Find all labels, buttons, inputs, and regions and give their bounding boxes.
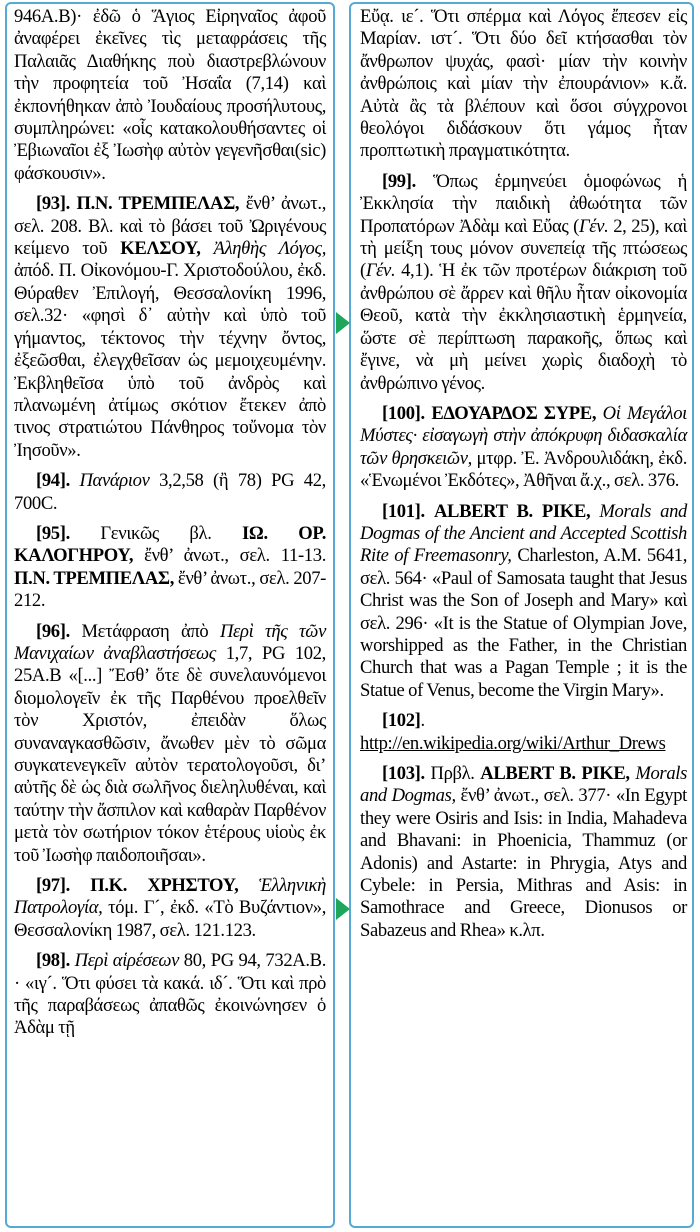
author-name: Π.Ν. ΤΡΕΜΠΕΛΑΣ,: [14, 567, 174, 589]
author-name: ALBERT B. PIKE,: [480, 763, 630, 784]
author-name: ALBERT B. PIKE,: [433, 500, 591, 522]
work-title: Πανάριον: [79, 470, 150, 492]
scripture-reference: Γέν.: [365, 260, 396, 282]
work-title: Ἑλληνικὴ Πατρολογία,: [14, 875, 326, 919]
spacer: .: [420, 710, 425, 732]
footnote-102: [360, 710, 687, 755]
footnote-text: τόμ. Γ´, ἐκδ. «Τὸ Βυζάντιον», Θεσσαλονίκη 1987, σελ. 121.123.: [14, 897, 326, 941]
work-title: Οἱ Μεγάλοι Μύστες· εἰσαγωγὴ στὴν ἀπόκρυφη διδασκαλία τῶν θρησκειῶν,: [360, 402, 687, 469]
author-name: ΙΩ. ΟΡ. ΚΑΛΟΓΗΡΟΥ,: [14, 522, 326, 567]
footnote-number: [100].: [382, 402, 425, 424]
footnote-103: [360, 763, 687, 942]
author-name: ΕΔΟΥΑΡΔΟΣ ΣΥΡΕ,: [431, 402, 597, 424]
footnote-number: [101].: [382, 500, 425, 522]
footnote-100: [360, 403, 687, 493]
pointer-arrow-icon: [336, 898, 350, 920]
footnote-number: [98].: [36, 950, 70, 972]
footnote-number: [103].: [382, 763, 425, 784]
right-column: [360, 6, 687, 950]
footnote-text: 3,2,58 (ἢ 78) PG 42, 700C.: [14, 470, 326, 514]
work-title: Περὶ αἱρέσεων: [74, 950, 180, 972]
footnote-text: ἔνθ’ ἀνωτ., σελ. 207-212.: [14, 567, 326, 612]
footnote-93: [14, 193, 326, 462]
footnote-text: Πρβλ.: [424, 763, 481, 784]
footnote-number: [95].: [36, 522, 70, 544]
footnote-text: ἔνθ’ ἀνωτ., σελ. 208. Βλ. καὶ τὸ βάσει τοῦ Ὠριγένους κείμενο τοῦ: [14, 193, 326, 260]
footnote-continuation: 946A.B)· ἐδῶ ὁ Ἅγιος Εἰρηναῖος ἀφοῦ ἀναφέρει ἐκεῖνες τὶς μεταφράσεις τῆς Παλαιᾶς Διαθήκης ποὺ διαστρεβλώνουν τὴν προφητεία τοῦ Ἠσαΐα (7,14) καὶ ἐκπονήθηκαν ἀπὸ Ἰουδαίους προσήλυτους, συμπληρώνει: «οἷς κατακολουθήσαντες οἱ Ἐβιωναῖοι ἐξ Ἰωσὴφ αὐτὸν γεγενῆσθαι(sic) φάσκουσιν».: [14, 6, 326, 184]
footnote-101: [360, 501, 687, 703]
spacer: [238, 875, 258, 896]
footnote-number: [94].: [36, 470, 70, 492]
footnote-99: [360, 171, 687, 395]
footnote-number: [93].: [36, 193, 70, 215]
footnote-text: Γενικῶς βλ.: [69, 522, 243, 544]
footnote-94: [14, 470, 326, 515]
footnote-text: ἔνθ’ ἀνωτ., σελ. 377· «In Egypt they were Osiris and Isis: in India, Mahadeva and Bhavani: in Phoenicia, Thammuz (or Adonis) and Astarte: in Phrygia, Atys and Cybele: in Persia, Mithras and Asis: in Samothrace and Greece, Dionusos or Sabazeus and Rhea» κ.λπ.: [360, 785, 687, 941]
footnote-text: 4,1). Ἡ ἐκ τῶν προτέρων διάκριση τοῦ ἀνθρώπου σὲ ἄρρεν καὶ θῆλυ ἦταν οἰκονομία Θεοῦ, κατὰ τὴν ἐκκλησιαστικὴ ἑρμηνεία, ὥστε σὲ περίπτωση παρακοῆς, ὅπως καὶ ἔγινε, νὰ μὴ μείνει χωρὶς διαδοχὴ τὸ ἀνθρώπινο γένος.: [360, 260, 687, 394]
footnote-number: [99].: [382, 170, 416, 192]
footnote-text: 2, 25), καὶ τὴ μείξη τους μόνον συνεπείᾳ τῆς πτώσεως (: [360, 215, 688, 282]
footnote-text: μτφρ. Ἐ. Ἀνδρουλιδάκη, ἐκδ. «Ἑνωμένοι Ἐκδότες», Ἀθῆναι ἄ.χ., σελ. 376.: [360, 447, 687, 492]
footnote-text: 80, PG 94, 732A.B. · «ιγ´. Ὅτι φύσει τὰ κακά. ιδ´. Ὅτι καὶ πρὸ τῆς παραβάσεως ἀπαθῶς ἐκοινώνησεν ὁ Ἀδὰμ τῇ: [14, 950, 326, 1039]
footnote-number: [96].: [36, 620, 70, 642]
footnote-number: [102]: [382, 710, 421, 732]
work-title: Morals and Dogmas,: [360, 763, 687, 807]
footnote-96: [14, 621, 326, 867]
author-name: Π.Κ. ΧΡΗΣΤΟΥ,: [90, 875, 239, 897]
author-name: Π.Ν. ΤΡΕΜΠΕΛΑΣ,: [76, 193, 240, 215]
work-title: Ἀληθὴς Λόγος,: [213, 238, 326, 260]
footnote-number: [97].: [36, 875, 70, 897]
wikipedia-link[interactable]: http://en.wikipedia.org/wiki/Arthur_Drews: [360, 732, 666, 754]
footnote-98: [14, 950, 326, 1040]
footnote-95: [14, 523, 326, 613]
footnote-text: 1,7, PG 102, 25A.B «[...] Ἔσθ’ ὅτε δὲ συνελαυνόμενοι διομολογεῖν ἐκ τῆς Παρθένου προελθεῖν τὸν Χριστόν, ἐπειδὰν ὅλως συναναγκασθῶσιν, ἄνωθεν μὲν τὸ σῶμα συγκατενεγκεῖν αὐτὸν τερατολογοῦσι, δι’ αὐτῆς δὲ ὡς διὰ σωλῆνος διεληλυθέναι, καὶ ταύτην τὴν ἄσπιλον καὶ καθαρὰν Παρθένον μετὰ τὸν σωτήριον τόκον ἑτέρους υἱοὺς ἐκ τοῦ Ἰωσὴφ παιδοποιῆσαι».: [14, 642, 326, 866]
pointer-arrow-icon: [336, 312, 350, 334]
footnote-text: Charleston, A.M. 5641, σελ. 564· «Paul of Samosata taught that Jesus Christ was the Son of Joseph and Mary» καὶ σελ. 296· «It is the Statue of Olympian Jove, worshipped as the Father, in the Christian Church that was a Pagan Temple ; it is the Statue of Venus, become the Virgin Mary».: [360, 545, 688, 701]
scripture-reference: Γέν.: [579, 215, 609, 237]
work-title: Morals and Dogmas of the Ancient and Accepted Scottish Rite of Freemasonry,: [360, 500, 687, 567]
footnote-97: [14, 875, 326, 942]
footnote-text: ἀπόδ. Π. Οἰκονόμου-Γ. Χριστοδούλου, ἐκδ. Θύραθεν Ἐπιλογή, Θεσσαλονίκη 1996, σελ.32· «φησὶ δ᾽ αὐτὴν καὶ ὑπὸ τοῦ γήμαντος, τέκτονος τὴν τέχνην ὄντος, ἐξεῶσθαι, ἐλεγχθεῖσαν ὡς μεμοιχευμένην. Ἐκβληθεῖσα ὑπὸ τοῦ ἀνδρὸς καὶ πλανωμένη ἀτίμως σκότιον ἔτεκεν ἀπὸ τινος στρατιώτου Πάνθηρος τοὔνομα τὸν Ἰησοῦν».: [14, 260, 326, 461]
spacer: [201, 238, 214, 259]
author-name: ΚΕΛΣΟΥ,: [120, 238, 201, 260]
footnote-continuation: Εὔᾳ. ιε´. Ὅτι σπέρμα καὶ Λόγος ἔπεσεν εἰς Μαρίαν. ιστ´. Ὅτι δύο δεῖ κτήσασθαι τὸν ἄνθρωπον ψυχάς, φασὶ· μίαν τὴν κοινὴν ἀνθρώποις καὶ μίαν τὴν ἐπουράνιον» κ.ἄ. Αὐτὰ ἂς τὰ βλέπουν καὶ ὅσοι σύγχρονοι θεολόγοι διδάσκουν ὅτι γάμος ἦταν προπτωτικὴ πραγματικότητα.: [360, 6, 687, 162]
footnote-text: ἔνθ’ ἀνωτ., σελ. 11-13.: [133, 545, 326, 567]
footnote-text: Μετάφραση ἀπὸ: [69, 620, 220, 642]
footnote-text: Ὅπως ἑρμηνεύει ὁμοφώνως ἡ Ἐκκλησία τὴν παιδικὴ ἀθωότητα τῶν Προπατόρων Ἀδὰμ καὶ Εὔας (: [360, 170, 687, 237]
left-column: [14, 6, 326, 1048]
work-title: Περὶ τῆς τῶν Μανιχαίων ἀναβλαστήσεως: [14, 620, 326, 664]
